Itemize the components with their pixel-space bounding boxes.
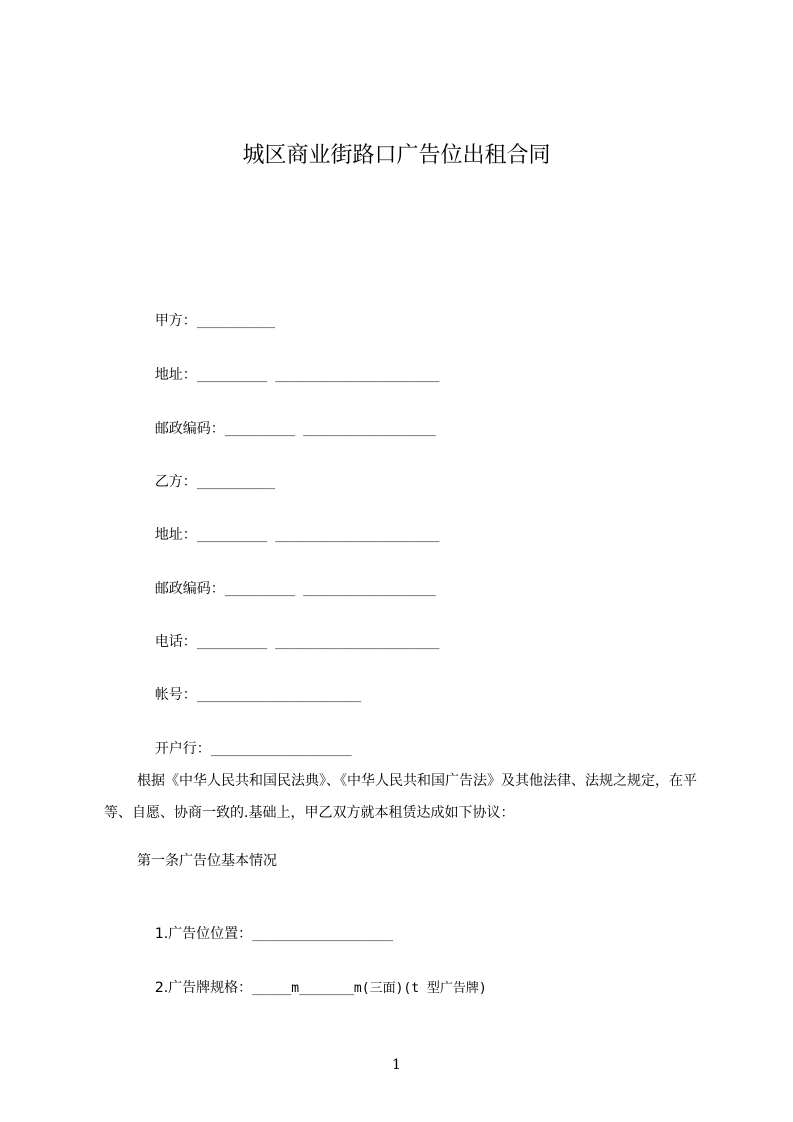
party-b-postcode-blank: _________ _________________	[224, 582, 437, 597]
party-b-blank: __________	[196, 475, 276, 490]
party-a-line	[137, 291, 275, 352]
item-2-line	[137, 958, 487, 1019]
bank-blank: __________________	[210, 742, 352, 757]
phone-blank: _________ _____________________	[196, 635, 440, 650]
party-b-line	[137, 452, 275, 513]
party-a-blank: __________	[196, 314, 276, 329]
party-a-postcode-line	[137, 399, 436, 460]
party-b-address-label: 地址：	[154, 527, 197, 543]
party-a-postcode-label: 邮政编码：	[154, 421, 225, 437]
page-number: 1	[392, 1057, 401, 1073]
item-1-line	[137, 904, 393, 965]
party-a-address-label: 地址：	[154, 367, 197, 383]
article-1-heading: 第一条广告位基本情况	[137, 853, 277, 869]
bank-label: 开户行：	[154, 741, 211, 757]
account-blank: _____________________	[196, 688, 362, 703]
party-b-postcode-label: 邮政编码：	[154, 581, 225, 597]
party-b-postcode-line	[137, 559, 436, 620]
party-b-address-blank: _________ _____________________	[196, 528, 440, 543]
contract-title: 城区商业街路口广告位出租合同	[242, 143, 551, 168]
item-2-label: 2.广告牌规格：	[154, 980, 253, 996]
party-b-address-line	[137, 505, 439, 566]
account-label: 帐号：	[154, 687, 197, 703]
phone-label: 电话：	[154, 634, 197, 650]
phone-line	[137, 612, 439, 673]
party-a-postcode-blank: _________ _________________	[224, 422, 437, 437]
item-2-value: _____m_______m(三面)(t 型广告牌)	[252, 981, 487, 996]
account-line	[137, 665, 361, 726]
preamble-paragraph: 根据《中华人民共和国民法典》、《中华人民共和国广告法》及其他法律、法规之规定，在平等、自愿、协商一致的.基础上，甲乙双方就本租赁达成如下协议：	[104, 773, 697, 821]
item-1-label: 1.广告位位置：	[154, 926, 253, 942]
party-a-address-line	[137, 345, 439, 406]
party-b-label: 乙方：	[154, 474, 197, 490]
party-a-label: 甲方：	[154, 313, 197, 329]
party-a-address-blank: _________ _____________________	[196, 368, 440, 383]
item-1-blank: __________________	[252, 927, 394, 942]
